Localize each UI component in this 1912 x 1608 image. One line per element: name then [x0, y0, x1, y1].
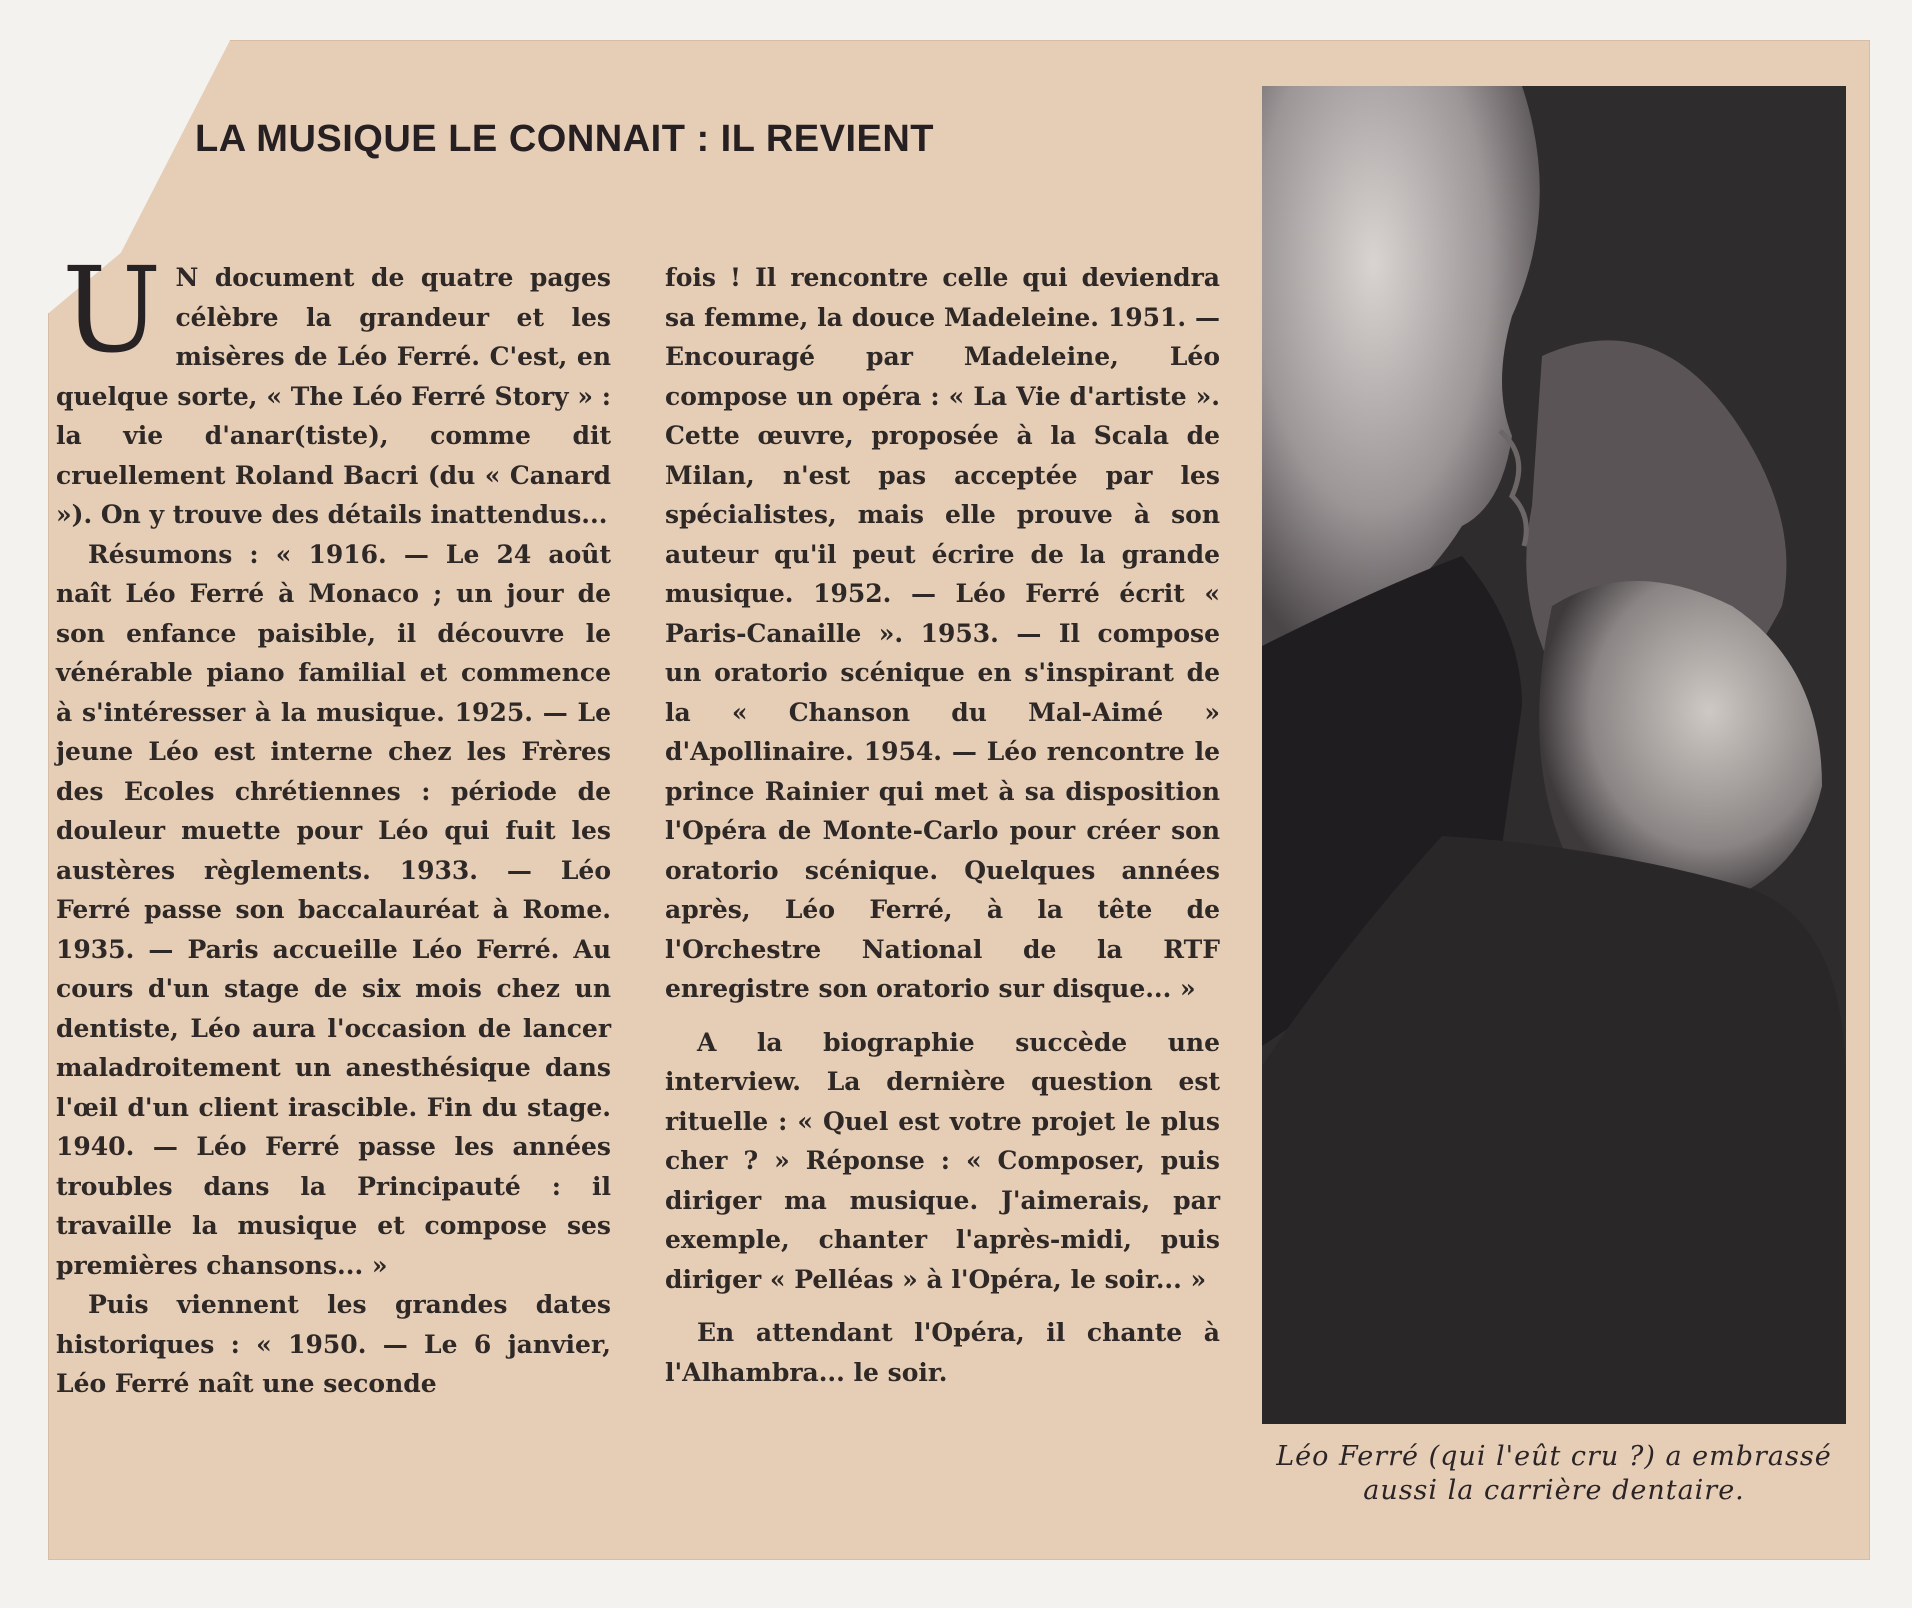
article-column-1	[56, 241, 611, 1404]
column-1-paragraph-3: Puis viennent les grandes dates historiques : « 1950. — Le 6 janvier, Léo Ferré naît une seconde	[56, 1290, 611, 1398]
column-2-paragraph-1: fois ! Il rencontre celle qui deviendra sa femme, la douce Madeleine. 1951. — Encouragé par Madeleine, Léo compose un opéra : « La Vie d'artiste ». Cette œuvre, proposée à la Scala de Milan, n'est pas acceptée par les spécialistes, mais elle prouve à son auteur qu'il peut écrire de la grande musique. 1952. — Léo Ferré écrit « Paris-Canaille ». 1953. — Il compose un oratorio scénique en s'inspirant de la « Chanson du Mal-Aimé » d'Apollinaire. 1954. — Léo rencontre le prince Rainier qui met à sa disposition l'Opéra de Monte-Carlo pour créer son oratorio scénique. Quelques années après, Léo Ferré, à la tête de l'Orchestre National de la RTF enregistre son oratorio sur disque... »	[665, 263, 1220, 1003]
column-2-paragraph-3: En attendant l'Opéra, il chante à l'Alhambra... le soir.	[665, 1318, 1220, 1387]
photo-illustration	[1262, 86, 1846, 1424]
drop-cap: U	[62, 241, 162, 379]
headline: LA MUSIQUE LE CONNAIT : IL REVIENT	[195, 118, 935, 160]
column-1-paragraph-1	[56, 241, 611, 535]
article-column-2	[665, 258, 1220, 1392]
photo-caption: Léo Ferré (qui l'eût cru ?) a embrassé aussi la carrière dentaire.	[1276, 1441, 1832, 1506]
column-2-paragraph-2: A la biographie succède une interview. La dernière question est rituelle : « Quel est votre projet le plus cher ? » Réponse : « Composer, puis diriger ma musique. J'aimerais, par exemple, chanter l'après-midi, puis diriger « Pelléas » à l'Opéra, le soir... »	[665, 1027, 1220, 1294]
paragraph-text: N document de quatre pages célèbre la grandeur et les misères de Léo Ferré. C'est, en quelque sorte, « The Léo Ferré Story » : la vie d'anar(tiste), comme dit cruellement Roland Bacri (du « Canard »). On y trouve des détails inattendus...	[56, 263, 611, 529]
column-1-paragraph-2: Résumons : « 1916. — Le 24 août naît Léo Ferré à Monaco ; un jour de son enfance paisible, il découvre le vénérable piano familial et commence à s'intéresser à la musique. 1925. — Le jeune Léo est interne chez les Frères des Ecoles chrétiennes : période de douleur muette pour Léo qui fuit les austères règlements. 1933. — Léo Ferré passe son baccalauréat à Rome. 1935. — Paris accueille Léo Ferré. Au cours d'un stage de six mois chez un dentiste, Léo aura l'occasion de lancer maladroitement un anesthésique dans l'œil d'un client irascible. Fin du stage. 1940. — Léo Ferré passe les années troubles dans la Principauté : il travaille la musique et compose ses premières chansons... »	[56, 539, 611, 1280]
photo-kiss	[1262, 86, 1846, 1424]
